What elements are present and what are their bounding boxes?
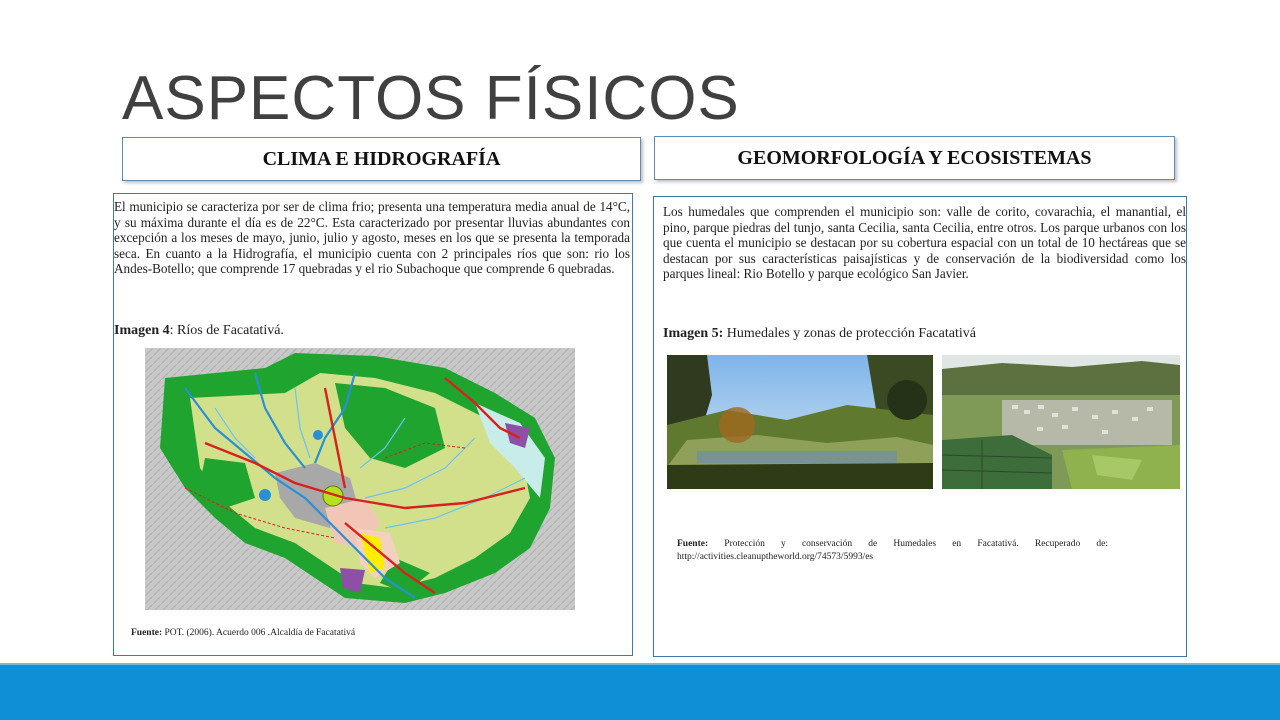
imagen-5-source-text: Protección y conservación de Humedales en Facatativá. Recuperado de: http://activities.cleanuptheworld.org/74573/5993/es xyxy=(677,539,1108,562)
imagen-4-source-text: POT. (2006). Acuerdo 006 .Alcaldía de Facatativá xyxy=(162,628,356,638)
imagen-4-source xyxy=(131,627,355,640)
protection-zone-aerial-photo xyxy=(942,355,1180,489)
geomorfologia-paragraph: Los humedales que comprenden el municipio son: valle de corito, covarachia, el manantial, el pino, parque piedras del tunjo, santa Cecilia, santa Cecilia, entre otros. Los parque urbanos con los que cuenta el municipio se destacan por su cobertura espacial con un total de 10 hectáreas que se destacan por sus características paisajísticas y de conservación de la biodiversidad como los parques lineal: Rio Botello y parque ecológico San Javier. xyxy=(663,204,1186,282)
wetland-photo xyxy=(667,355,933,489)
imagen-4-source-label: Fuente: xyxy=(131,628,163,638)
imagen-5-label: Imagen 5: xyxy=(663,326,724,341)
slide-title: ASPECTOS FÍSICOS xyxy=(122,64,740,133)
imagen-4-caption xyxy=(114,323,284,339)
imagen-5-caption xyxy=(663,326,976,342)
clima-hidrografia-header: CLIMA E HIDROGRAFÍA xyxy=(122,137,641,181)
imagen-5-source xyxy=(677,538,1108,564)
imagen-4-label: Imagen 4 xyxy=(114,323,170,338)
imagen-5-text: Humedales y zonas de protección Facatativá xyxy=(723,326,976,341)
rivers-map-image xyxy=(145,348,575,610)
footer-bar xyxy=(0,665,1280,720)
clima-paragraph: El municipio se caracteriza por ser de clima frio; presenta una temperatura media anual de 14°C, y su máxima durante el día es de 22°C. Esta caracterizado por presentar lluvias abundantes con excepción a los meses de mayo, junio, julio y agosto, meses en los que se presenta la temporada seca. En cuanto a la Hidrografía, el municipio cuenta con 2 principales ríos que son: rio los Andes-Botello; que comprende 17 quebradas y el rio Subachoque que comprende 6 quebradas. xyxy=(114,199,630,277)
geomorfologia-header: GEOMORFOLOGÍA Y ECOSISTEMAS xyxy=(654,136,1175,180)
imagen-5-source-label: Fuente: xyxy=(677,539,709,549)
imagen-4-text: : Ríos de Facatativá. xyxy=(169,323,284,338)
